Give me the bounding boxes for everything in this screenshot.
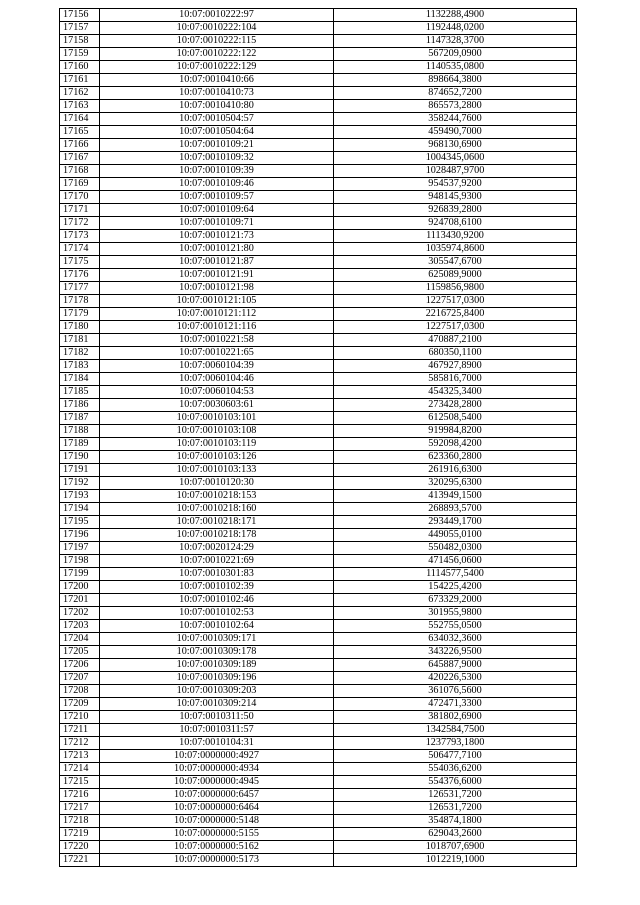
cadastral-number-cell: 10:07:0000000:6464: [100, 802, 334, 815]
row-number-cell: 17169: [60, 178, 100, 191]
cadastral-number-cell: 10:07:0010109:57: [100, 191, 334, 204]
cadastral-number-cell: 10:07:0000000:5162: [100, 841, 334, 854]
cadastral-number-cell: 10:07:0010222:115: [100, 35, 334, 48]
value-cell: 585816,7000: [334, 373, 577, 386]
table-row: [60, 152, 577, 165]
row-number-cell: 17196: [60, 529, 100, 542]
value-cell: 361076,5600: [334, 685, 577, 698]
table-row: [60, 191, 577, 204]
cadastral-number-cell: 10:07:0010218:153: [100, 490, 334, 503]
row-number-cell: 17221: [60, 854, 100, 867]
table-row: [60, 659, 577, 672]
row-number-cell: 17213: [60, 750, 100, 763]
row-number-cell: 17205: [60, 646, 100, 659]
table-row: [60, 100, 577, 113]
value-cell: 459490,7000: [334, 126, 577, 139]
row-number-cell: 17177: [60, 282, 100, 295]
value-cell: 320295,6300: [334, 477, 577, 490]
table-row: [60, 581, 577, 594]
cadastral-number-cell: 10:07:0010221:58: [100, 334, 334, 347]
value-cell: 948145,9300: [334, 191, 577, 204]
row-number-cell: 17197: [60, 542, 100, 555]
cadastral-number-cell: 10:07:0000000:5148: [100, 815, 334, 828]
cadastral-number-cell: 10:07:0010121:91: [100, 269, 334, 282]
table-row: [60, 607, 577, 620]
value-cell: 1342584,7500: [334, 724, 577, 737]
value-cell: 865573,2800: [334, 100, 577, 113]
cadastral-number-cell: 10:07:0010121:116: [100, 321, 334, 334]
cadastral-number-cell: 10:07:0010102:64: [100, 620, 334, 633]
cadastral-number-cell: 10:07:0010109:71: [100, 217, 334, 230]
table-row: [60, 841, 577, 854]
row-number-cell: 17162: [60, 87, 100, 100]
cadastral-number-cell: 10:07:0010221:69: [100, 555, 334, 568]
table-row: [60, 399, 577, 412]
row-number-cell: 17176: [60, 269, 100, 282]
row-number-cell: 17165: [60, 126, 100, 139]
row-number-cell: 17206: [60, 659, 100, 672]
table-row: [60, 620, 577, 633]
cadastral-number-cell: 10:07:0010103:108: [100, 425, 334, 438]
table-row: [60, 243, 577, 256]
value-cell: 567209,0900: [334, 48, 577, 61]
table-row: [60, 776, 577, 789]
cadastral-number-cell: 10:07:0010102:46: [100, 594, 334, 607]
value-cell: 293449,1700: [334, 516, 577, 529]
cadastral-number-cell: 10:07:0010222:104: [100, 22, 334, 35]
value-cell: 273428,2800: [334, 399, 577, 412]
row-number-cell: 17191: [60, 464, 100, 477]
table-row: [60, 685, 577, 698]
row-number-cell: 17212: [60, 737, 100, 750]
table-row: [60, 828, 577, 841]
table-row: [60, 113, 577, 126]
row-number-cell: 17183: [60, 360, 100, 373]
cadastral-number-cell: 10:07:0000000:5173: [100, 854, 334, 867]
table-row: [60, 139, 577, 152]
table-row: [60, 22, 577, 35]
row-number-cell: 17210: [60, 711, 100, 724]
table-row: [60, 815, 577, 828]
row-number-cell: 17185: [60, 386, 100, 399]
table-row: [60, 789, 577, 802]
value-cell: 343226,9500: [334, 646, 577, 659]
value-cell: 354874,1800: [334, 815, 577, 828]
row-number-cell: 17182: [60, 347, 100, 360]
table-row: [60, 282, 577, 295]
value-cell: 1018707,6900: [334, 841, 577, 854]
row-number-cell: 17161: [60, 74, 100, 87]
value-cell: 629043,2600: [334, 828, 577, 841]
table-row: [60, 48, 577, 61]
cadastral-number-cell: 10:07:0010301:83: [100, 568, 334, 581]
table-row: [60, 217, 577, 230]
cadastral-number-cell: 10:07:0010103:119: [100, 438, 334, 451]
table-row: [60, 373, 577, 386]
cadastral-number-cell: 10:07:0010309:178: [100, 646, 334, 659]
value-cell: 612508,5400: [334, 412, 577, 425]
cadastral-number-cell: 10:07:0010109:64: [100, 204, 334, 217]
cadastral-number-cell: 10:07:0010103:133: [100, 464, 334, 477]
row-number-cell: 17217: [60, 802, 100, 815]
table-row: [60, 633, 577, 646]
cadastral-number-cell: 10:07:0010121:105: [100, 295, 334, 308]
value-cell: 926839,2800: [334, 204, 577, 217]
value-cell: 449055,0100: [334, 529, 577, 542]
value-cell: 1192448,0200: [334, 22, 577, 35]
value-cell: 634032,3600: [334, 633, 577, 646]
value-cell: 471456,0600: [334, 555, 577, 568]
value-cell: 1114577,5400: [334, 568, 577, 581]
row-number-cell: 17156: [60, 9, 100, 22]
row-number-cell: 17201: [60, 594, 100, 607]
table-row: [60, 347, 577, 360]
value-cell: 358244,7600: [334, 113, 577, 126]
row-number-cell: 17179: [60, 308, 100, 321]
table-row: [60, 256, 577, 269]
table-row: [60, 503, 577, 516]
row-number-cell: 17190: [60, 451, 100, 464]
table-row: [60, 568, 577, 581]
value-cell: 413949,1500: [334, 490, 577, 503]
table-row: [60, 451, 577, 464]
cadastral-number-cell: 10:07:0010218:171: [100, 516, 334, 529]
value-cell: 954537,9200: [334, 178, 577, 191]
cadastral-number-cell: 10:07:0000000:4934: [100, 763, 334, 776]
row-number-cell: 17220: [60, 841, 100, 854]
cadastral-number-cell: 10:07:0010121:112: [100, 308, 334, 321]
row-number-cell: 17218: [60, 815, 100, 828]
cadastral-number-cell: 10:07:0010120:30: [100, 477, 334, 490]
table-body: [60, 9, 577, 867]
cadastral-number-cell: 10:07:0010311:57: [100, 724, 334, 737]
cadastral-number-cell: 10:07:0010221:65: [100, 347, 334, 360]
row-number-cell: 17170: [60, 191, 100, 204]
table-row: [60, 425, 577, 438]
cadastral-number-cell: 10:07:0010309:171: [100, 633, 334, 646]
table-row: [60, 35, 577, 48]
value-cell: 1012219,1000: [334, 854, 577, 867]
value-cell: 554036,6200: [334, 763, 577, 776]
row-number-cell: 17188: [60, 425, 100, 438]
cadastral-number-cell: 10:07:0010222:122: [100, 48, 334, 61]
cadastral-number-cell: 10:07:0010309:196: [100, 672, 334, 685]
row-number-cell: 17194: [60, 503, 100, 516]
row-number-cell: 17168: [60, 165, 100, 178]
value-cell: 968130,6900: [334, 139, 577, 152]
table-row: [60, 126, 577, 139]
table-row: [60, 360, 577, 373]
table-row: [60, 269, 577, 282]
table-row: [60, 74, 577, 87]
cadastral-number-cell: 10:07:0010109:46: [100, 178, 334, 191]
table-row: [60, 464, 577, 477]
cadastral-number-cell: 10:07:0010218:160: [100, 503, 334, 516]
row-number-cell: 17160: [60, 61, 100, 74]
value-cell: 1147328,3700: [334, 35, 577, 48]
value-cell: 1113430,9200: [334, 230, 577, 243]
cadastral-number-cell: 10:07:0010410:80: [100, 100, 334, 113]
cadastral-number-cell: 10:07:0060104:39: [100, 360, 334, 373]
row-number-cell: 17209: [60, 698, 100, 711]
table-row: [60, 386, 577, 399]
cadastral-number-cell: 10:07:0010504:64: [100, 126, 334, 139]
cadastral-number-cell: 10:07:0010410:73: [100, 87, 334, 100]
value-cell: 261916,6300: [334, 464, 577, 477]
table-row: [60, 334, 577, 347]
table-row: [60, 61, 577, 74]
cadastral-number-cell: 10:07:0010109:32: [100, 152, 334, 165]
cadastral-number-cell: 10:07:0010504:57: [100, 113, 334, 126]
table-row: [60, 178, 577, 191]
table-row: [60, 672, 577, 685]
table-row: [60, 555, 577, 568]
row-number-cell: 17189: [60, 438, 100, 451]
value-cell: 2216725,8400: [334, 308, 577, 321]
value-cell: 625089,9000: [334, 269, 577, 282]
row-number-cell: 17171: [60, 204, 100, 217]
value-cell: 673329,2000: [334, 594, 577, 607]
value-cell: 1227517,0300: [334, 321, 577, 334]
table-row: [60, 737, 577, 750]
row-number-cell: 17164: [60, 113, 100, 126]
table-row: [60, 477, 577, 490]
value-cell: 1237793,1800: [334, 737, 577, 750]
cadastral-number-cell: 10:07:0060104:46: [100, 373, 334, 386]
row-number-cell: 17163: [60, 100, 100, 113]
table-row: [60, 711, 577, 724]
cadastral-number-cell: 10:07:0010103:101: [100, 412, 334, 425]
row-number-cell: 17181: [60, 334, 100, 347]
value-cell: 592098,4200: [334, 438, 577, 451]
row-number-cell: 17216: [60, 789, 100, 802]
value-cell: 1159856,9800: [334, 282, 577, 295]
value-cell: 623360,2800: [334, 451, 577, 464]
row-number-cell: 17202: [60, 607, 100, 620]
row-number-cell: 17157: [60, 22, 100, 35]
table-row: [60, 412, 577, 425]
cadastral-number-cell: 10:07:0010102:53: [100, 607, 334, 620]
value-cell: 680350,1100: [334, 347, 577, 360]
row-number-cell: 17195: [60, 516, 100, 529]
row-number-cell: 17172: [60, 217, 100, 230]
cadastral-number-cell: 10:07:0010410:66: [100, 74, 334, 87]
cadastral-number-cell: 10:07:0010121:98: [100, 282, 334, 295]
table-row: [60, 594, 577, 607]
table-row: [60, 204, 577, 217]
row-number-cell: 17207: [60, 672, 100, 685]
row-number-cell: 17198: [60, 555, 100, 568]
cadastral-number-cell: 10:07:0030603:61: [100, 399, 334, 412]
value-cell: 645887,9000: [334, 659, 577, 672]
cadastral-number-cell: 10:07:0010218:178: [100, 529, 334, 542]
row-number-cell: 17167: [60, 152, 100, 165]
table-row: [60, 321, 577, 334]
table-row: [60, 750, 577, 763]
cadastral-number-cell: 10:07:0000000:4945: [100, 776, 334, 789]
cadastral-number-cell: 10:07:0010309:203: [100, 685, 334, 698]
row-number-cell: 17200: [60, 581, 100, 594]
value-cell: 420226,5300: [334, 672, 577, 685]
cadastral-number-cell: 10:07:0010104:31: [100, 737, 334, 750]
row-number-cell: 17193: [60, 490, 100, 503]
row-number-cell: 17174: [60, 243, 100, 256]
cadastral-number-cell: 10:07:0010103:126: [100, 451, 334, 464]
row-number-cell: 17184: [60, 373, 100, 386]
row-number-cell: 17166: [60, 139, 100, 152]
table-row: [60, 854, 577, 867]
row-number-cell: 17203: [60, 620, 100, 633]
cadastral-number-cell: 10:07:0020124:29: [100, 542, 334, 555]
cadastral-number-cell: 10:07:0000000:4927: [100, 750, 334, 763]
cadastral-number-cell: 10:07:0010109:39: [100, 165, 334, 178]
value-cell: 126531,7200: [334, 789, 577, 802]
value-cell: 898664,3800: [334, 74, 577, 87]
value-cell: 1004345,0600: [334, 152, 577, 165]
row-number-cell: 17178: [60, 295, 100, 308]
table-row: [60, 516, 577, 529]
table-row: [60, 438, 577, 451]
table-row: [60, 165, 577, 178]
value-cell: 874652,7200: [334, 87, 577, 100]
row-number-cell: 17186: [60, 399, 100, 412]
value-cell: 1028487,9700: [334, 165, 577, 178]
cadastral-number-cell: 10:07:0010121:73: [100, 230, 334, 243]
table-row: [60, 87, 577, 100]
value-cell: 470887,2100: [334, 334, 577, 347]
table-row: [60, 763, 577, 776]
cadastral-number-cell: 10:07:0010102:39: [100, 581, 334, 594]
cadastral-number-cell: 10:07:0060104:53: [100, 386, 334, 399]
table-row: [60, 529, 577, 542]
value-cell: 381802,6900: [334, 711, 577, 724]
row-number-cell: 17158: [60, 35, 100, 48]
value-cell: 305547,6700: [334, 256, 577, 269]
table-row: [60, 308, 577, 321]
row-number-cell: 17199: [60, 568, 100, 581]
value-cell: 154225,4200: [334, 581, 577, 594]
cadastral-number-cell: 10:07:0000000:6457: [100, 789, 334, 802]
table-row: [60, 698, 577, 711]
table-row: [60, 646, 577, 659]
value-cell: 919984,8200: [334, 425, 577, 438]
cadastral-number-cell: 10:07:0010311:50: [100, 711, 334, 724]
row-number-cell: 17159: [60, 48, 100, 61]
cadastral-number-cell: 10:07:0010109:21: [100, 139, 334, 152]
data-table: [59, 8, 577, 867]
table-row: [60, 9, 577, 22]
value-cell: 467927,8900: [334, 360, 577, 373]
table-row: [60, 542, 577, 555]
row-number-cell: 17214: [60, 763, 100, 776]
row-number-cell: 17187: [60, 412, 100, 425]
value-cell: 268893,5700: [334, 503, 577, 516]
row-number-cell: 17173: [60, 230, 100, 243]
row-number-cell: 17219: [60, 828, 100, 841]
row-number-cell: 17215: [60, 776, 100, 789]
table-row: [60, 802, 577, 815]
value-cell: 554376,6000: [334, 776, 577, 789]
row-number-cell: 17180: [60, 321, 100, 334]
cadastral-number-cell: 10:07:0010121:80: [100, 243, 334, 256]
table-row: [60, 490, 577, 503]
value-cell: 924708,6100: [334, 217, 577, 230]
cadastral-number-cell: 10:07:0010222:129: [100, 61, 334, 74]
table-row: [60, 295, 577, 308]
value-cell: 1132288,4900: [334, 9, 577, 22]
value-cell: 1227517,0300: [334, 295, 577, 308]
cadastral-number-cell: 10:07:0010309:189: [100, 659, 334, 672]
row-number-cell: 17211: [60, 724, 100, 737]
cadastral-number-cell: 10:07:0010309:214: [100, 698, 334, 711]
value-cell: 550482,0300: [334, 542, 577, 555]
cadastral-number-cell: 10:07:0010121:87: [100, 256, 334, 269]
value-cell: 1140535,0800: [334, 61, 577, 74]
table-row: [60, 724, 577, 737]
table-row: [60, 230, 577, 243]
value-cell: 454325,3400: [334, 386, 577, 399]
row-number-cell: 17192: [60, 477, 100, 490]
value-cell: 552755,0500: [334, 620, 577, 633]
value-cell: 472471,3300: [334, 698, 577, 711]
value-cell: 1035974,8600: [334, 243, 577, 256]
value-cell: 506477,7100: [334, 750, 577, 763]
value-cell: 301955,9800: [334, 607, 577, 620]
row-number-cell: 17208: [60, 685, 100, 698]
cadastral-number-cell: 10:07:0010222:97: [100, 9, 334, 22]
value-cell: 126531,7200: [334, 802, 577, 815]
row-number-cell: 17204: [60, 633, 100, 646]
cadastral-number-cell: 10:07:0000000:5155: [100, 828, 334, 841]
row-number-cell: 17175: [60, 256, 100, 269]
